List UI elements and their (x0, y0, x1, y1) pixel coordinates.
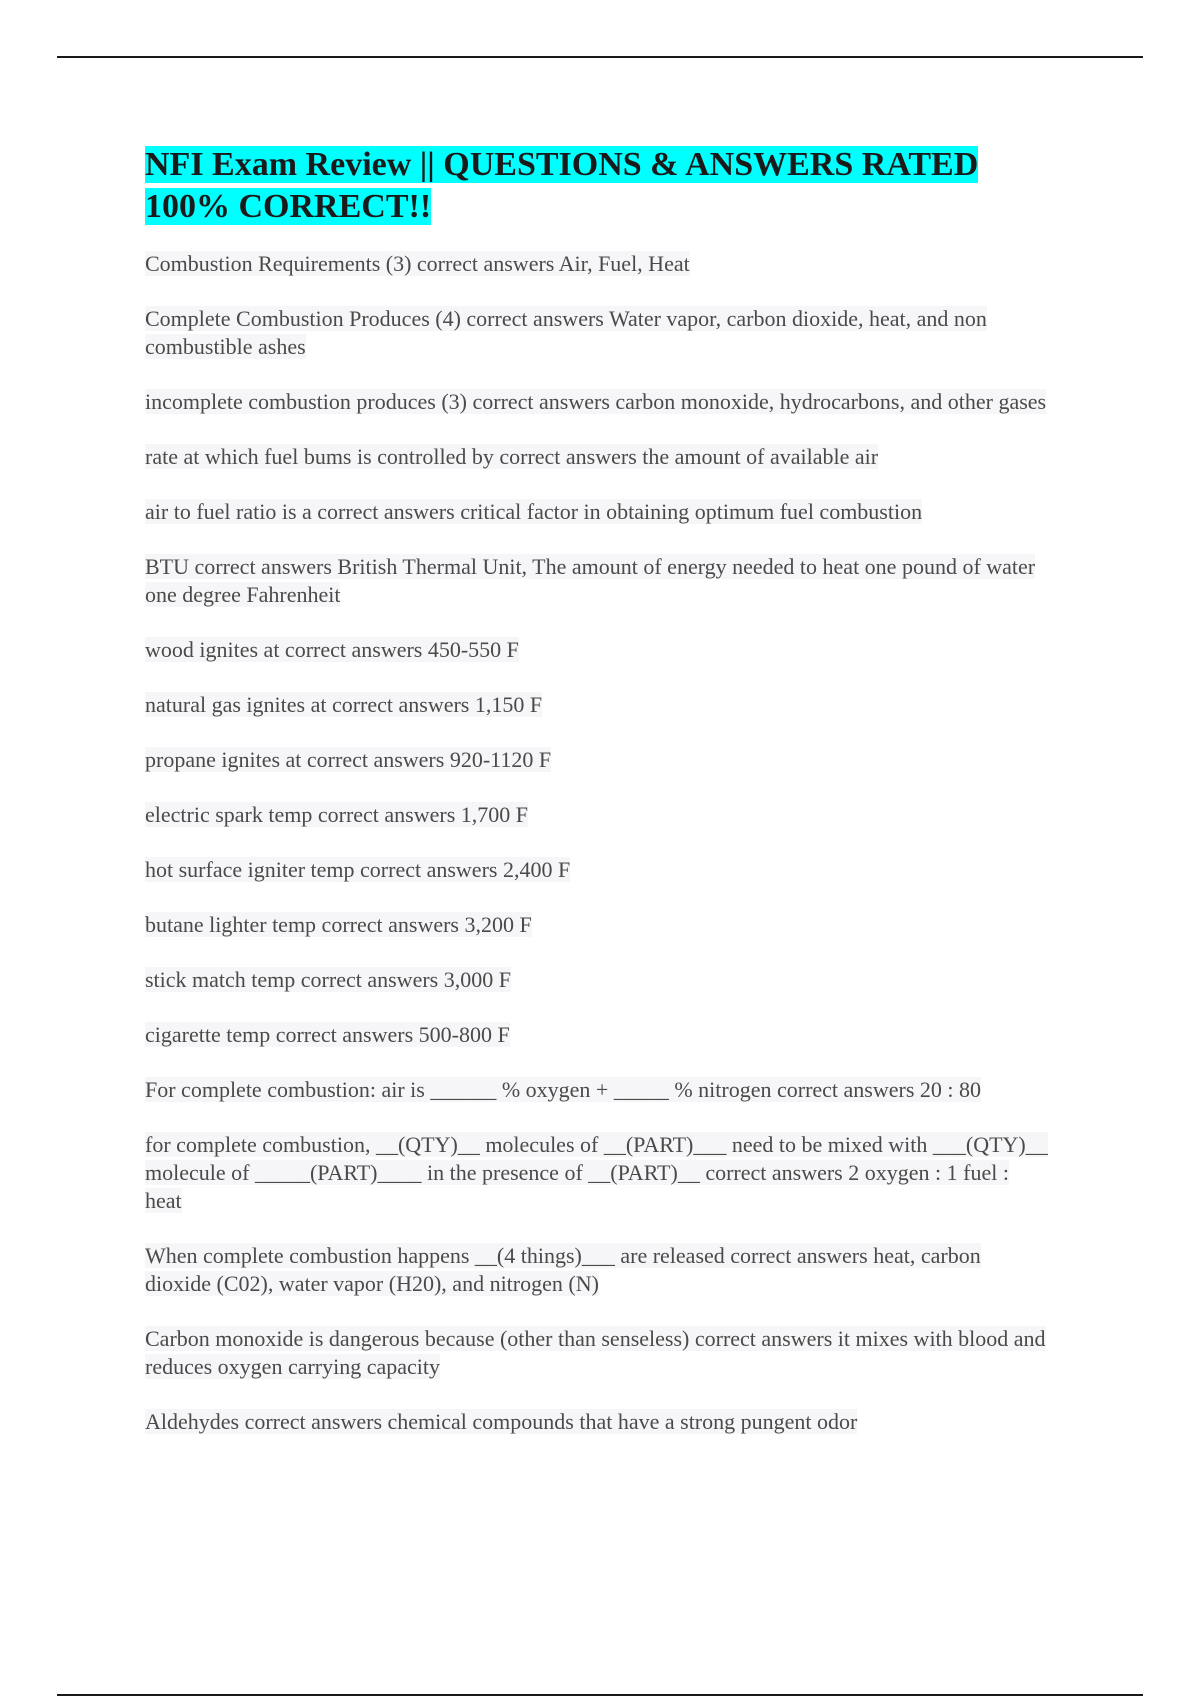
qa-item (145, 911, 1050, 939)
document-title (145, 144, 1050, 228)
qa-item-text: for complete combustion, __(QTY)__ molecules of __(PART)___ need to be mixed with ___(QTY)__ molecule of _____(PART)____ in the presence of __(PART)__ correct answers 2 oxygen : 1 fuel : heat (145, 1132, 1048, 1213)
qa-item (145, 1021, 1050, 1049)
qa-item-text: cigarette temp correct answers 500-800 F (145, 1022, 510, 1047)
qa-item-text: Carbon monoxide is dangerous because (other than senseless) correct answers it mixes with blood and reduces oxygen carrying capacity (145, 1326, 1046, 1379)
qa-item-text: air to fuel ratio is a correct answers critical factor in obtaining optimum fuel combustion (145, 499, 923, 524)
qa-item-text: Complete Combustion Produces (4) correct answers Water vapor, carbon dioxide, heat, and non combustible ashes (145, 306, 987, 359)
qa-item-text: electric spark temp correct answers 1,700 F (145, 802, 529, 827)
qa-item (145, 801, 1050, 829)
qa-item (145, 1325, 1050, 1381)
qa-item (145, 498, 1050, 526)
qa-item (145, 305, 1050, 361)
qa-item-text: incomplete combustion produces (3) correct answers carbon monoxide, hydrocarbons, and other gases (145, 389, 1047, 414)
qa-item (145, 1131, 1050, 1215)
qa-item-text: BTU correct answers British Thermal Unit, The amount of energy needed to heat one pound of water one degree Fahrenheit (145, 554, 1036, 607)
qa-item-text: wood ignites at correct answers 450-550 F (145, 637, 519, 662)
qa-item-text: For complete combustion: air is ______ % oxygen + _____ % nitrogen correct answers 20 : 80 (145, 1077, 982, 1102)
qa-item (145, 1408, 1050, 1436)
qa-item-text: rate at which fuel bums is controlled by correct answers the amount of available air (145, 444, 879, 469)
qa-item (145, 250, 1050, 278)
qa-item (145, 388, 1050, 416)
qa-item (145, 1076, 1050, 1104)
qa-item-text: propane ignites at correct answers 920-1120 F (145, 747, 552, 772)
qa-item (145, 1242, 1050, 1298)
qa-item (145, 966, 1050, 994)
qa-item-text: natural gas ignites at correct answers 1,150 F (145, 692, 543, 717)
footer-rule (57, 1694, 1143, 1696)
qa-item (145, 691, 1050, 719)
qa-item (145, 746, 1050, 774)
qa-item-text: Combustion Requirements (3) correct answers Air, Fuel, Heat (145, 251, 690, 276)
qa-item-text: hot surface igniter temp correct answers 2,400 F (145, 857, 571, 882)
qa-item-text: When complete combustion happens __(4 things)___ are released correct answers heat, carbon dioxide (C02), water vapor (H20), and nitrogen (N) (145, 1243, 981, 1296)
document-content (145, 144, 1050, 1463)
qa-item-text: stick match temp correct answers 3,000 F (145, 967, 511, 992)
qa-item (145, 636, 1050, 664)
qa-item (145, 443, 1050, 471)
qa-item (145, 553, 1050, 609)
qa-item-text: Aldehydes correct answers chemical compounds that have a strong pungent odor (145, 1409, 858, 1434)
qa-item (145, 856, 1050, 884)
header-rule (57, 56, 1143, 58)
qa-item-text: butane lighter temp correct answers 3,200 F (145, 912, 532, 937)
document-title-text: NFI Exam Review || QUESTIONS & ANSWERS RATED 100% CORRECT!! (145, 146, 979, 225)
